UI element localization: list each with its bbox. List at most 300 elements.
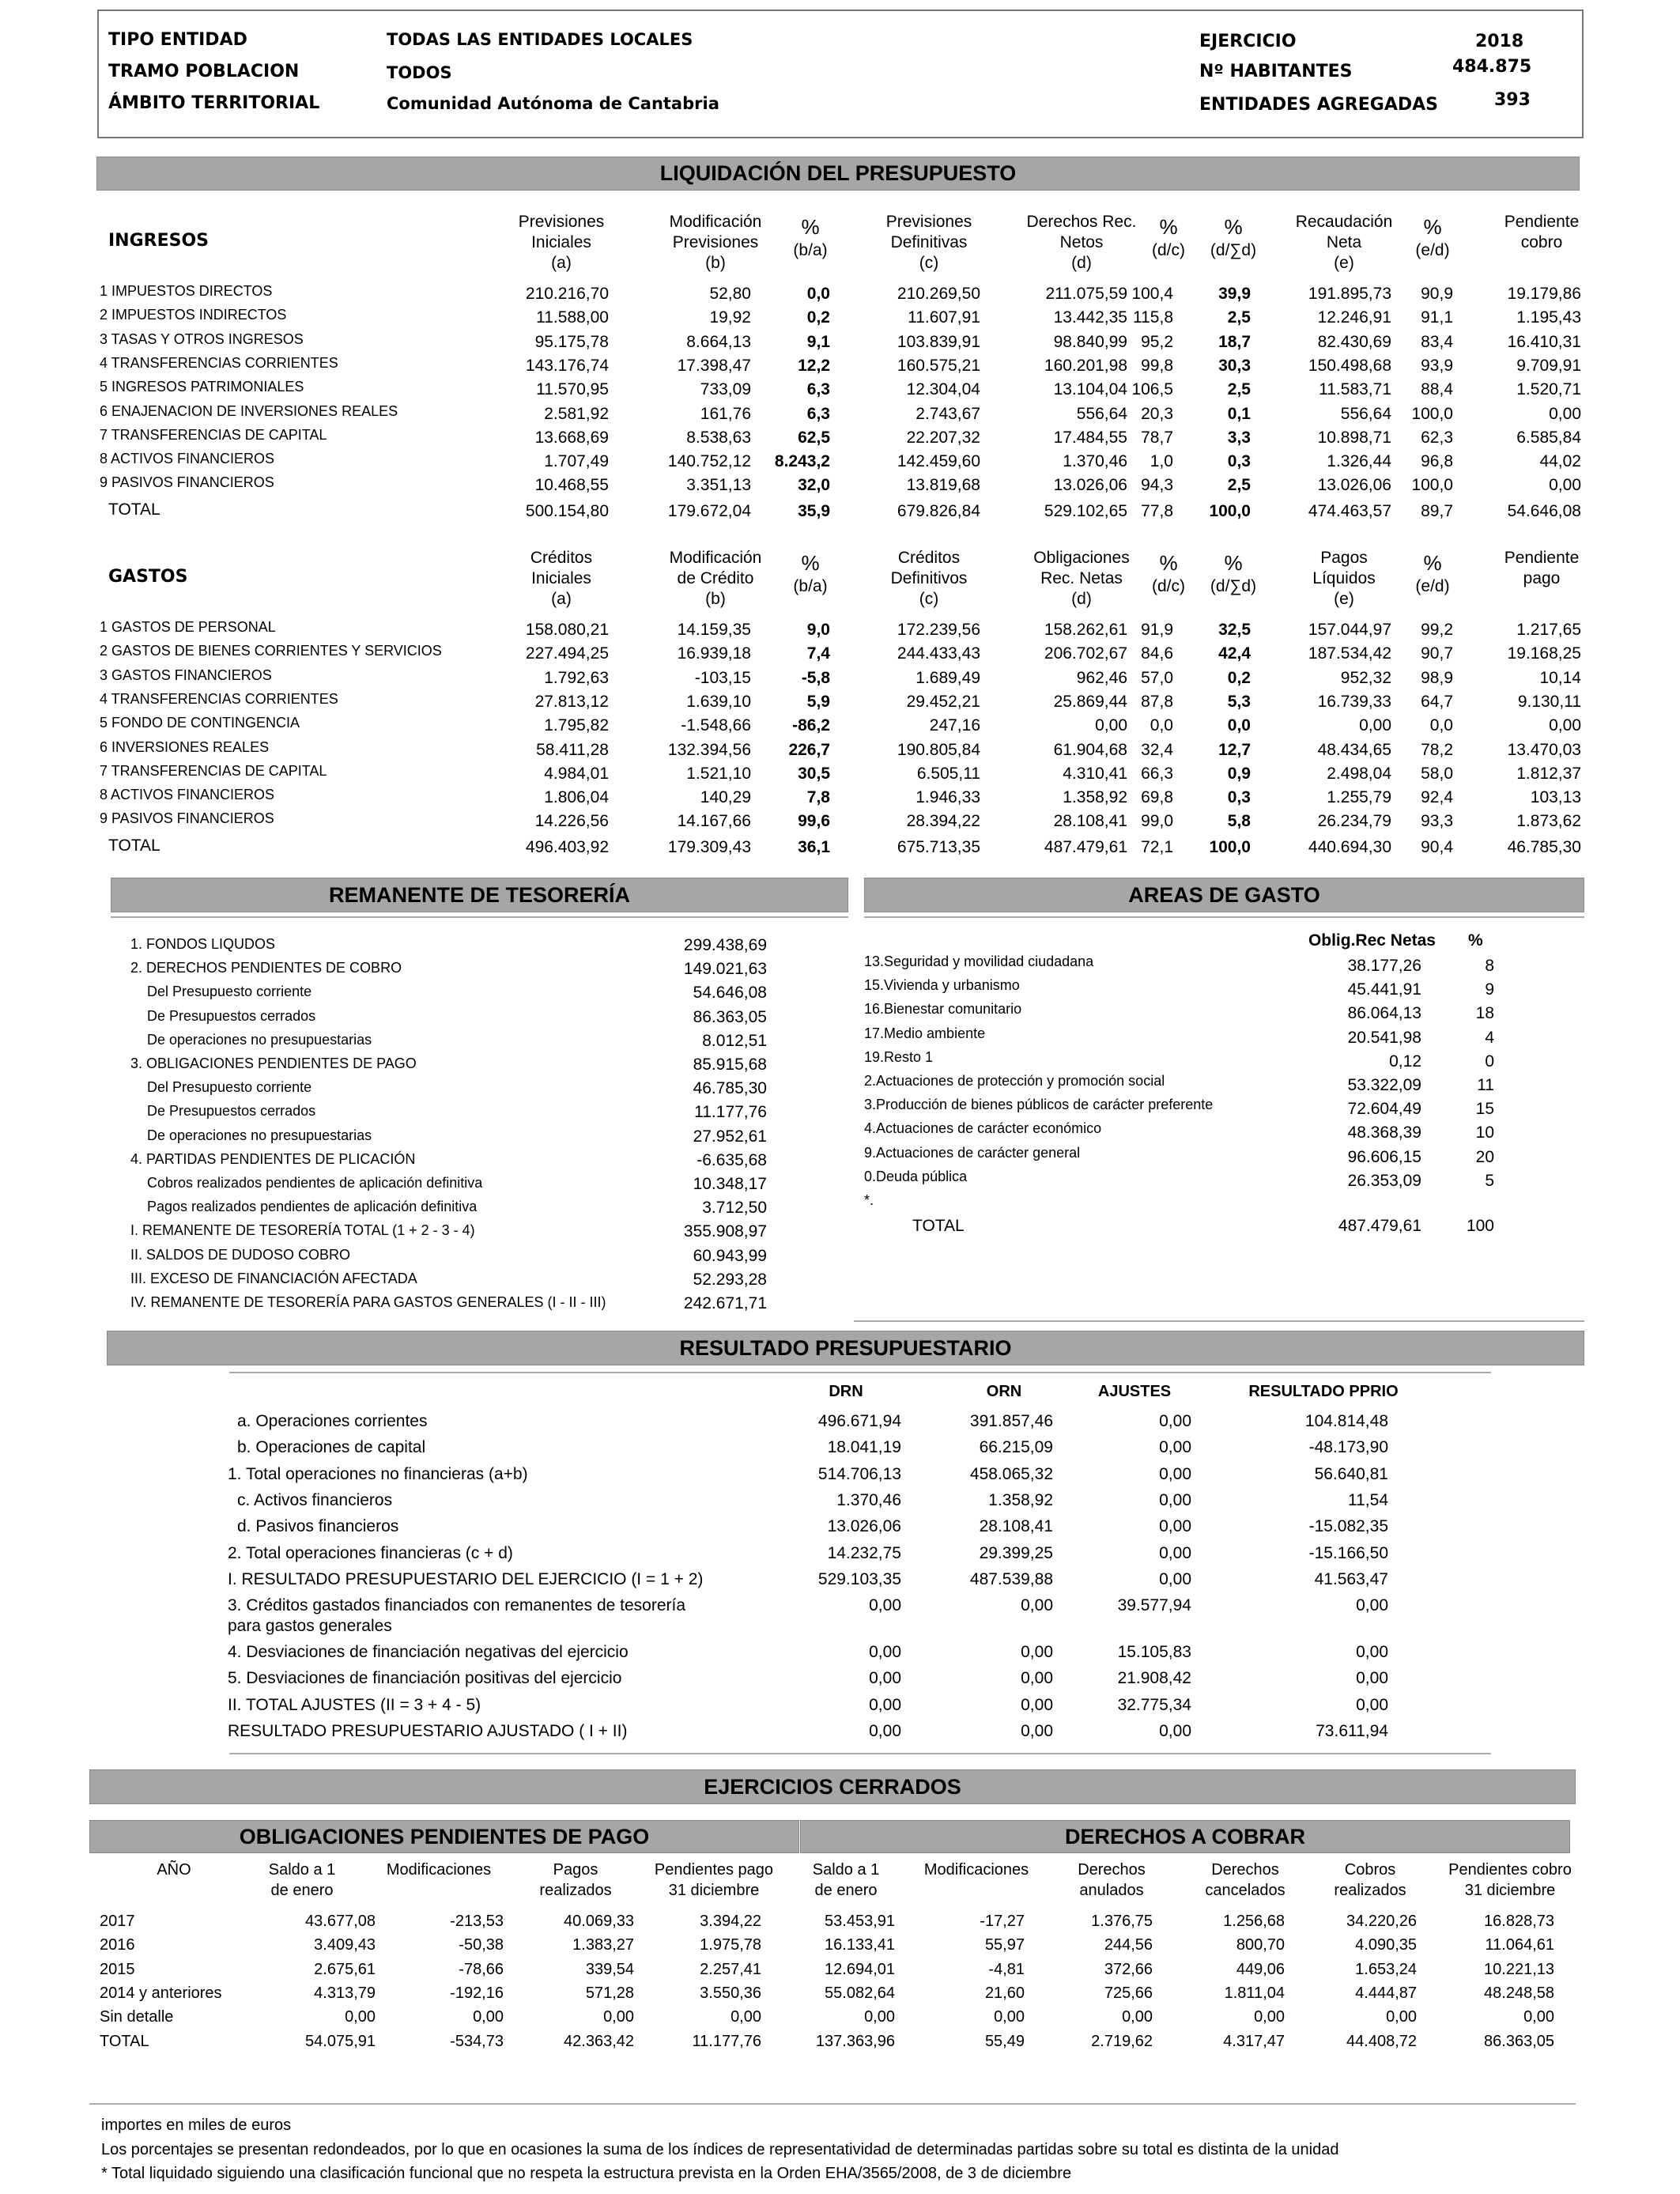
gastos-cell: -5,8: [801, 668, 830, 687]
ingresos-cell: 0,3: [1227, 452, 1251, 471]
gastos-col-header-line2: Definitivos: [890, 569, 968, 587]
cerrados-cell: -50,38: [459, 1936, 504, 1954]
gastos-cell: 69,8: [1141, 788, 1173, 807]
cerrados-cell: 3.409,43: [314, 1936, 376, 1954]
ingresos-col-header-line1: Recaudación: [1295, 213, 1393, 231]
gastos-col-header-line1: Créditos: [530, 549, 593, 567]
gastos-cell: 16.739,33: [1317, 692, 1391, 711]
gastos-cell: 952,32: [1340, 668, 1391, 687]
areas-col-oblig: Oblig.Rec Netas: [1308, 931, 1436, 950]
ingresos-cell: 733,09: [700, 380, 751, 399]
gastos-cell: 14.167,66: [677, 812, 751, 831]
remanente-row-label: Del Presupuesto corriente: [147, 1079, 312, 1096]
ingresos-cell: 115,8: [1133, 308, 1173, 327]
remanente-row-value: 299.438,69: [683, 936, 767, 954]
ingresos-cell: 11.570,95: [536, 380, 609, 399]
ingresos-col-header-line1: Derechos Rec.: [1026, 213, 1137, 231]
resultado-row-label: d. Pasivos financieros: [237, 1517, 399, 1536]
remanente-divider: [111, 916, 848, 918]
liquidacion-title: LIQUIDACIÓN DEL PRESUPUESTO: [96, 157, 1580, 191]
resultado-row-value: 15.105,83: [1117, 1643, 1191, 1662]
ingresos-row-label: 1 IMPUESTOS DIRECTOS: [100, 283, 273, 299]
gastos-section-label: GASTOS: [108, 567, 188, 587]
resultado-row-value: 487.539,88: [969, 1569, 1053, 1588]
gastos-row-label: 4 TRANSFERENCIAS CORRIENTES: [100, 690, 338, 707]
ejercicio-label: EJERCICIO: [1199, 32, 1297, 51]
resultado-top-divider: [229, 1372, 1491, 1373]
ingresos-cell: 62,5: [798, 428, 830, 447]
remanente-row-value: 149.021,63: [683, 960, 767, 979]
resultado-row-label: 1. Total operaciones no financieras (a+b): [228, 1464, 528, 1483]
ingresos-col-header-line2: Iniciales: [531, 233, 591, 251]
gastos-cell: 12,7: [1218, 740, 1251, 759]
ingresos-cell: 78,7: [1141, 428, 1173, 447]
ingresos-cell: 160.201,98: [1044, 356, 1127, 375]
resultado-row-value: 0,00: [1021, 1722, 1053, 1740]
ingresos-cell: 9,1: [806, 332, 830, 351]
cerrados-cell: 11.177,76: [692, 2032, 761, 2050]
gastos-cell: 0,00: [1359, 716, 1391, 735]
gastos-cell: 29.452,21: [906, 692, 980, 711]
resultado-row-value: 0,00: [1356, 1596, 1388, 1615]
cerrados-cell: -17,27: [980, 1913, 1025, 1930]
resultado-row-value: 496.671,94: [817, 1412, 901, 1430]
ambito-value: Comunidad Autónoma de Cantabria: [387, 94, 719, 113]
gastos-cell: 90,7: [1421, 644, 1453, 663]
cerrados-cell: 1.653,24: [1355, 1960, 1417, 1978]
areas-row-pct: 18: [1475, 1004, 1494, 1023]
ingresos-cell: 12.246,91: [1317, 308, 1391, 327]
areas-row-pct: 15: [1475, 1100, 1494, 1119]
gastos-col-header-line1: %: [1159, 551, 1178, 575]
ingresos-row-label: 8 ACTIVOS FINANCIEROS: [100, 451, 275, 467]
areas-col-pct: %: [1468, 931, 1483, 950]
gastos-col-header-line3: (b): [705, 590, 726, 608]
ingresos-total-cell: 35,9: [798, 501, 830, 520]
remanente-row-label: Del Presupuesto corriente: [147, 984, 312, 1000]
resultado-row-label: 5. Desviaciones de financiación positivas del ejercicio: [228, 1669, 622, 1688]
resultado-row-value: 529.103,35: [817, 1569, 901, 1588]
gastos-cell: 58,0: [1421, 764, 1453, 783]
remanente-row-value: 3.712,50: [702, 1199, 767, 1218]
gastos-cell: 27.813,12: [534, 692, 609, 711]
ingresos-cell: 11.607,91: [908, 308, 980, 327]
gastos-cell: 92,4: [1421, 788, 1453, 807]
ingresos-total-cell: 100,0: [1209, 501, 1251, 520]
resultado-row-value: 56.640,81: [1314, 1464, 1388, 1483]
cerrados-cell: 2.675,61: [314, 1960, 376, 1978]
ingresos-col-header-line2: Netos: [1059, 233, 1104, 251]
habitantes-label: Nº HABITANTES: [1199, 62, 1353, 81]
gastos-col-header-line2: Líquidos: [1312, 569, 1376, 587]
ingresos-cell: 8.538,63: [686, 428, 751, 447]
areas-row-label: 17.Medio ambiente: [864, 1025, 986, 1041]
ingresos-cell: 95,2: [1141, 332, 1173, 351]
gastos-cell: 99,0: [1141, 812, 1173, 831]
cerrados-cell: 339,54: [585, 1960, 634, 1978]
areas-row-label: *.: [864, 1192, 874, 1208]
cerrados-col-header-line2: realizados: [1334, 1882, 1406, 1899]
gastos-row-label: 9 PASIVOS FINANCIEROS: [100, 810, 274, 827]
ingresos-cell: 100,0: [1411, 476, 1453, 495]
ingresos-col-header-line1: Previsiones: [518, 213, 605, 231]
resultado-row-label: 3. Créditos gastados financiados con remanentes de tesorería: [228, 1596, 686, 1615]
ingresos-cell: 9.709,91: [1516, 356, 1581, 375]
gastos-cell: 140,29: [700, 788, 751, 807]
ingresos-cell: 11.583,71: [1319, 380, 1391, 399]
ingresos-cell: 82.430,69: [1317, 332, 1391, 351]
gastos-cell: 64,7: [1421, 692, 1453, 711]
gastos-total-cell: 675.713,35: [897, 837, 980, 856]
ingresos-cell: 91,1: [1421, 308, 1453, 327]
cerrados-col-header: [1423, 1860, 1597, 1901]
ingresos-cell: 1,0: [1150, 452, 1173, 471]
ingresos-cell: 88,4: [1421, 380, 1453, 399]
cerrados-cell: 0,00: [1523, 2008, 1554, 2026]
ingresos-row-label: 6 ENAJENACION DE INVERSIONES REALES: [100, 402, 398, 419]
gastos-cell: 16.939,18: [677, 644, 751, 663]
gastos-cell: 158.262,61: [1044, 621, 1127, 639]
areas-row-label: 2.Actuaciones de protección y promoción social: [864, 1073, 1165, 1089]
ingresos-cell: 100,0: [1411, 404, 1453, 423]
cerrados-cell: 34.220,26: [1346, 1913, 1417, 1930]
ingresos-total-cell: 77,8: [1141, 501, 1173, 520]
ingresos-cell: 1.326,44: [1327, 452, 1391, 471]
gastos-row-label: 7 TRANSFERENCIAS DE CAPITAL: [100, 762, 327, 779]
ingresos-cell: 556,64: [1076, 404, 1127, 423]
tipo-entidad-value: TODAS LAS ENTIDADES LOCALES: [387, 30, 693, 49]
remanente-row-value: 8.012,51: [702, 1031, 767, 1050]
cerrados-col-header-line1: Pagos: [553, 1861, 598, 1879]
ingresos-cell: 2,5: [1227, 308, 1251, 327]
resultado-row-value: 0,00: [1159, 1490, 1191, 1509]
footer-units: importes en miles de euros: [101, 2117, 292, 2134]
areas-row-label: 4.Actuaciones de carácter económico: [864, 1120, 1102, 1137]
gastos-cell: 84,6: [1141, 644, 1173, 663]
cerrados-title: EJERCICIOS CERRADOS: [89, 1769, 1576, 1804]
gastos-col-header-line1: Modificación: [669, 549, 762, 567]
gastos-cell: 247,16: [929, 716, 980, 735]
ingresos-col-header: [1470, 212, 1613, 253]
ingresos-cell: 12.304,04: [906, 380, 980, 399]
ingresos-col-header-line3: (e/d): [1415, 241, 1450, 259]
resultado-row-label: 2. Total operaciones financieras (c + d): [228, 1543, 513, 1562]
resultado-row-value: 0,00: [1159, 1722, 1191, 1740]
ingresos-cell: 1.195,43: [1516, 308, 1581, 327]
cerrados-row-year: 2016: [100, 1936, 135, 1954]
ingresos-cell: 10.468,55: [534, 476, 609, 495]
ingresos-cell: 140.752,12: [667, 452, 751, 471]
resultado-row-value: 21.908,42: [1117, 1669, 1191, 1688]
gastos-cell: 9,0: [806, 621, 830, 639]
gastos-col-header-line3: (d/c): [1152, 577, 1185, 595]
ingresos-cell: 12,2: [798, 356, 830, 375]
footer-divider: [89, 2103, 1576, 2105]
gastos-cell: 32,5: [1218, 621, 1251, 639]
cerrados-cell: 0,00: [864, 2008, 895, 2026]
gastos-cell: 4.310,41: [1063, 764, 1127, 783]
gastos-cell: 1.358,92: [1063, 788, 1127, 807]
resultado-row-value: 14.232,75: [827, 1543, 901, 1562]
ingresos-cell: 13.442,35: [1053, 308, 1127, 327]
cerrados-cell: 55.082,64: [825, 1984, 895, 2002]
cerrados-cell: 4.317,47: [1223, 2032, 1285, 2050]
resultado-row-value: 28.108,41: [979, 1517, 1053, 1536]
remanente-row-value: 355.908,97: [683, 1222, 767, 1241]
ingresos-cell: 93,9: [1421, 356, 1453, 375]
remanente-title: REMANENTE DE TESORERÍA: [111, 878, 848, 912]
ingresos-cell: 17.398,47: [677, 356, 751, 375]
footer-note-percent: Los porcentajes se presentan redondeados, por lo que en ocasiones la suma de los índices de representatividad de determinadas partidas sobre su total es distinta de la unidad: [101, 2141, 1339, 2158]
gastos-cell: 48.434,65: [1317, 740, 1391, 759]
ingresos-col-header-line2: Previsiones: [672, 233, 759, 251]
areas-row-label: 15.Vivienda y urbanismo: [864, 977, 1020, 994]
resultado-row-value: 18.041,19: [827, 1438, 901, 1457]
ingresos-cell: 19.179,86: [1507, 285, 1581, 303]
resultado-col-header: ORN: [986, 1383, 1022, 1400]
ingresos-cell: 22.207,32: [906, 428, 980, 447]
resultado-row-value: 0,00: [1356, 1669, 1388, 1688]
cerrados-cell: 137.363,96: [815, 2032, 895, 2050]
ingresos-cell: 94,3: [1141, 476, 1173, 495]
resultado-row-value: 0,00: [1356, 1695, 1388, 1714]
ingresos-row-label: 4 TRANSFERENCIAS CORRIENTES: [100, 354, 338, 371]
resultado-row-value: 39.577,94: [1117, 1596, 1191, 1615]
gastos-col-header-line3: (b/a): [793, 577, 828, 595]
cerrados-cell: -534,73: [450, 2032, 504, 2050]
cerrados-col-header-line1: Pendientes cobro: [1448, 1861, 1572, 1879]
ingresos-cell: 11.588,00: [536, 308, 609, 327]
gastos-cell: 1.795,82: [544, 716, 609, 735]
cerrados-row-year: Sin detalle: [100, 2008, 174, 2026]
resultado-row-label: b. Operaciones de capital: [237, 1438, 426, 1457]
ingresos-row-label: 7 TRANSFERENCIAS DE CAPITAL: [100, 426, 327, 443]
areas-row-value: 72.604,49: [1347, 1100, 1421, 1119]
gastos-cell: 7,8: [806, 788, 830, 807]
agregadas-label: ENTIDADES AGREGADAS: [1199, 95, 1438, 115]
remanente-row-value: 52.293,28: [693, 1270, 767, 1289]
ingresos-cell: 6,3: [806, 404, 830, 423]
gastos-cell: 25.869,44: [1053, 692, 1127, 711]
cerrados-cell: -4,81: [988, 1960, 1025, 1978]
gastos-cell: 99,6: [798, 812, 830, 831]
resultado-row-value: 73.611,94: [1316, 1722, 1388, 1740]
remanente-row-value: 46.785,30: [693, 1079, 767, 1098]
areas-row-pct: 5: [1485, 1171, 1494, 1190]
cerrados-cell: 86.363,05: [1484, 2032, 1554, 2050]
cerrados-cell: -213,53: [450, 1913, 504, 1930]
gastos-cell: -103,15: [694, 668, 751, 687]
gastos-cell: 172.239,56: [897, 621, 980, 639]
gastos-cell: 78,2: [1421, 740, 1453, 759]
cerrados-col-header-line1: AÑO: [157, 1861, 191, 1879]
areas-row-value: 26.353,09: [1347, 1171, 1421, 1190]
resultado-row-value: 0,00: [1159, 1543, 1191, 1562]
cerrados-cell: 2.257,41: [700, 1960, 761, 1978]
resultado-row-value: 13.026,06: [827, 1517, 901, 1536]
ingresos-cell: 6.585,84: [1516, 428, 1581, 447]
gastos-cell: 0,0: [1227, 716, 1251, 735]
gastos-total-cell: 487.479,61: [1044, 837, 1127, 856]
resultado-row-label: c. Activos financieros: [237, 1490, 393, 1509]
gastos-total-cell: 36,1: [798, 837, 830, 856]
cerrados-cell: 3.394,22: [700, 1913, 761, 1930]
ingresos-section-label: INGRESOS: [108, 231, 210, 251]
tipo-entidad-label: TIPO ENTIDAD: [108, 30, 247, 50]
resultado-row-label-cont: para gastos generales: [228, 1617, 392, 1636]
gastos-row-label: 6 INVERSIONES REALES: [100, 738, 270, 755]
areas-row-pct: 0: [1485, 1052, 1494, 1071]
ingresos-cell: 150.498,68: [1308, 356, 1391, 375]
cerrados-row-year: 2015: [100, 1960, 135, 1978]
cerrados-cell: 372,66: [1104, 1960, 1153, 1978]
resultado-row-label: 4. Desviaciones de financiación negativas del ejercicio: [228, 1643, 629, 1662]
areas-row-label: 13.Seguridad y movilidad ciudadana: [864, 954, 1094, 969]
gastos-total-cell: 496.403,92: [525, 837, 609, 856]
gastos-cell: 14.159,35: [677, 621, 751, 639]
ingresos-cell: 44,02: [1539, 452, 1581, 471]
resultado-col-header: RESULTADO PPRIO: [1248, 1383, 1399, 1400]
cerrados-cell: 0,00: [345, 2008, 376, 2026]
areas-row-value: 0,12: [1389, 1052, 1421, 1071]
resultado-row-value: 0,00: [869, 1643, 901, 1662]
areas-row-label: 0.Deuda pública: [864, 1168, 968, 1184]
gastos-cell: 0,0: [1150, 716, 1173, 735]
resultado-row-value: 0,00: [869, 1596, 901, 1615]
gastos-cell: 57,0: [1141, 668, 1173, 687]
gastos-cell: 0,3: [1227, 788, 1251, 807]
remanente-row-value: -6.635,68: [697, 1150, 767, 1169]
gastos-cell: 1.689,49: [916, 668, 980, 687]
resultado-row-label: I. RESULTADO PRESUPUESTARIO DEL EJERCICIO (I = 1 + 2): [228, 1569, 704, 1588]
ambito-label: ÁMBITO TERRITORIAL: [108, 93, 320, 113]
gastos-cell: 93,3: [1421, 812, 1453, 831]
gastos-col-header-line2: pago: [1523, 569, 1561, 587]
cerrados-cell: 0,00: [473, 2008, 504, 2026]
cerrados-cell: 21,60: [984, 1984, 1025, 2002]
gastos-cell: 61.904,68: [1053, 740, 1127, 759]
ingresos-cell: 106,5: [1131, 380, 1173, 399]
cerrados-col-header-line1: Modificaciones: [923, 1861, 1029, 1879]
ingresos-total-cell: 500.154,80: [525, 501, 609, 520]
ingresos-row-label: 2 IMPUESTOS INDIRECTOS: [100, 307, 287, 323]
remanente-row-value: 85.915,68: [693, 1055, 767, 1074]
resultado-row-value: 0,00: [1159, 1464, 1191, 1483]
gastos-cell: 1.639,10: [686, 692, 751, 711]
ingresos-cell: 96,8: [1421, 452, 1453, 471]
gastos-cell: 99,2: [1421, 621, 1453, 639]
remanente-row-label: III. EXCESO DE FINANCIACIÓN AFECTADA: [130, 1270, 417, 1286]
ingresos-cell: 13.668,69: [534, 428, 609, 447]
remanente-row-label: De Presupuestos cerrados: [147, 1007, 316, 1024]
ingresos-col-header-line3: (b): [705, 254, 726, 272]
agregadas-value: 393: [1494, 90, 1531, 110]
ingresos-cell: 32,0: [798, 476, 830, 495]
ingresos-cell: 83,4: [1421, 332, 1453, 351]
remanente-row-label: Cobros realizados pendientes de aplicación definitiva: [147, 1175, 483, 1191]
cerrados-col-header-line1: Derechos: [1078, 1861, 1146, 1879]
gastos-col-header-line1: Pendiente: [1504, 549, 1580, 567]
gastos-col-header: [1470, 548, 1613, 589]
gastos-col-header-line3: (c): [919, 590, 939, 608]
ingresos-col-header-line2: Definitivas: [890, 233, 968, 251]
gastos-cell: 1.792,63: [544, 668, 609, 687]
gastos-col-header-line1: %: [1224, 551, 1243, 575]
ingresos-col-header-line1: %: [1224, 215, 1243, 239]
gastos-cell: 0,00: [1095, 716, 1127, 735]
cerrados-row-year: TOTAL: [100, 2032, 149, 2050]
cerrados-cell: 48.248,58: [1484, 1984, 1554, 2002]
ingresos-cell: 99,8: [1141, 356, 1173, 375]
gastos-cell: 9.130,11: [1517, 692, 1581, 711]
cerrados-cell: 4.444,87: [1355, 1984, 1417, 2002]
gastos-cell: 190.805,84: [897, 740, 980, 759]
cerrados-cell: 0,00: [1122, 2008, 1153, 2026]
ingresos-cell: 16.410,31: [1507, 332, 1581, 351]
remanente-row-label: 4. PARTIDAS PENDIENTES DE PLICACIÓN: [130, 1150, 416, 1167]
ingresos-cell: 1.370,46: [1063, 452, 1127, 471]
gastos-cell: 10,14: [1539, 668, 1581, 687]
areas-row-pct: 9: [1485, 980, 1494, 999]
resultado-row-value: 391.857,46: [969, 1412, 1053, 1430]
resultado-title: RESULTADO PRESUPUESTARIO: [107, 1331, 1584, 1365]
ingresos-cell: 103.839,91: [897, 332, 980, 351]
resultado-row-value: 29.399,25: [979, 1543, 1053, 1562]
ingresos-total-cell: 529.102,65: [1044, 501, 1127, 520]
ingresos-col-header-line1: %: [801, 215, 820, 239]
gastos-cell: 19.168,25: [1507, 644, 1581, 663]
remanente-row-label: 3. OBLIGACIONES PENDIENTES DE PAGO: [130, 1055, 417, 1071]
cerrados-col-header-line1: Cobros: [1344, 1861, 1396, 1879]
ingresos-col-header-line3: (d/∑d): [1210, 241, 1257, 259]
gastos-total-cell: 440.694,30: [1308, 837, 1391, 856]
resultado-row-label: II. TOTAL AJUSTES (II = 3 + 4 - 5): [228, 1695, 481, 1714]
gastos-cell: 14.226,56: [534, 812, 609, 831]
ingresos-cell: 1.520,71: [1516, 380, 1581, 399]
gastos-cell: 1.521,10: [686, 764, 751, 783]
areas-row-pct: 11: [1477, 1076, 1494, 1094]
gastos-col-header-line1: Pagos: [1320, 549, 1368, 567]
remanente-row-value: 60.943,99: [693, 1246, 767, 1265]
ingresos-total-cell: 679.826,84: [897, 501, 980, 520]
ingresos-cell: 95.175,78: [534, 332, 609, 351]
resultado-row-value: 0,00: [1021, 1669, 1053, 1688]
gastos-row-label: 8 ACTIVOS FINANCIEROS: [100, 787, 275, 803]
resultado-row-value: 11,54: [1348, 1490, 1388, 1509]
ingresos-cell: 8.664,13: [686, 332, 751, 351]
areas-row-pct: 4: [1485, 1028, 1494, 1047]
ingresos-col-header-line3: (c): [919, 254, 939, 272]
cerrados-cell: 43.677,08: [305, 1913, 376, 1930]
gastos-row-label: 5 FONDO DE CONTINGENCIA: [100, 715, 300, 731]
remanente-row-value: 242.671,71: [683, 1294, 767, 1312]
cerrados-cell: -78,66: [459, 1960, 504, 1978]
cerrados-col-header-line1: Saldo a 1: [812, 1861, 880, 1879]
resultado-row-value: 514.706,13: [817, 1464, 901, 1483]
gastos-row-label: 1 GASTOS DE PERSONAL: [100, 619, 276, 635]
resultado-row-label: RESULTADO PRESUPUESTARIO AJUSTADO ( I + II): [228, 1722, 628, 1740]
ingresos-cell: 13.026,06: [1317, 476, 1391, 495]
header-box: [97, 9, 1584, 138]
resultado-row-value: 0,00: [1159, 1569, 1191, 1588]
areas-total-label: TOTAL: [912, 1217, 965, 1235]
gastos-col-header-line3: (e/d): [1415, 577, 1450, 595]
cerrados-cell: 3.550,36: [700, 1984, 761, 2002]
areas-row-label: 3.Producción de bienes públicos de carácter preferente: [864, 1097, 1214, 1113]
cerrados-cell: 16.828,73: [1484, 1913, 1554, 1930]
remanente-row-value: 11.177,76: [694, 1103, 767, 1122]
gastos-total-cell: 46.785,30: [1507, 837, 1581, 856]
